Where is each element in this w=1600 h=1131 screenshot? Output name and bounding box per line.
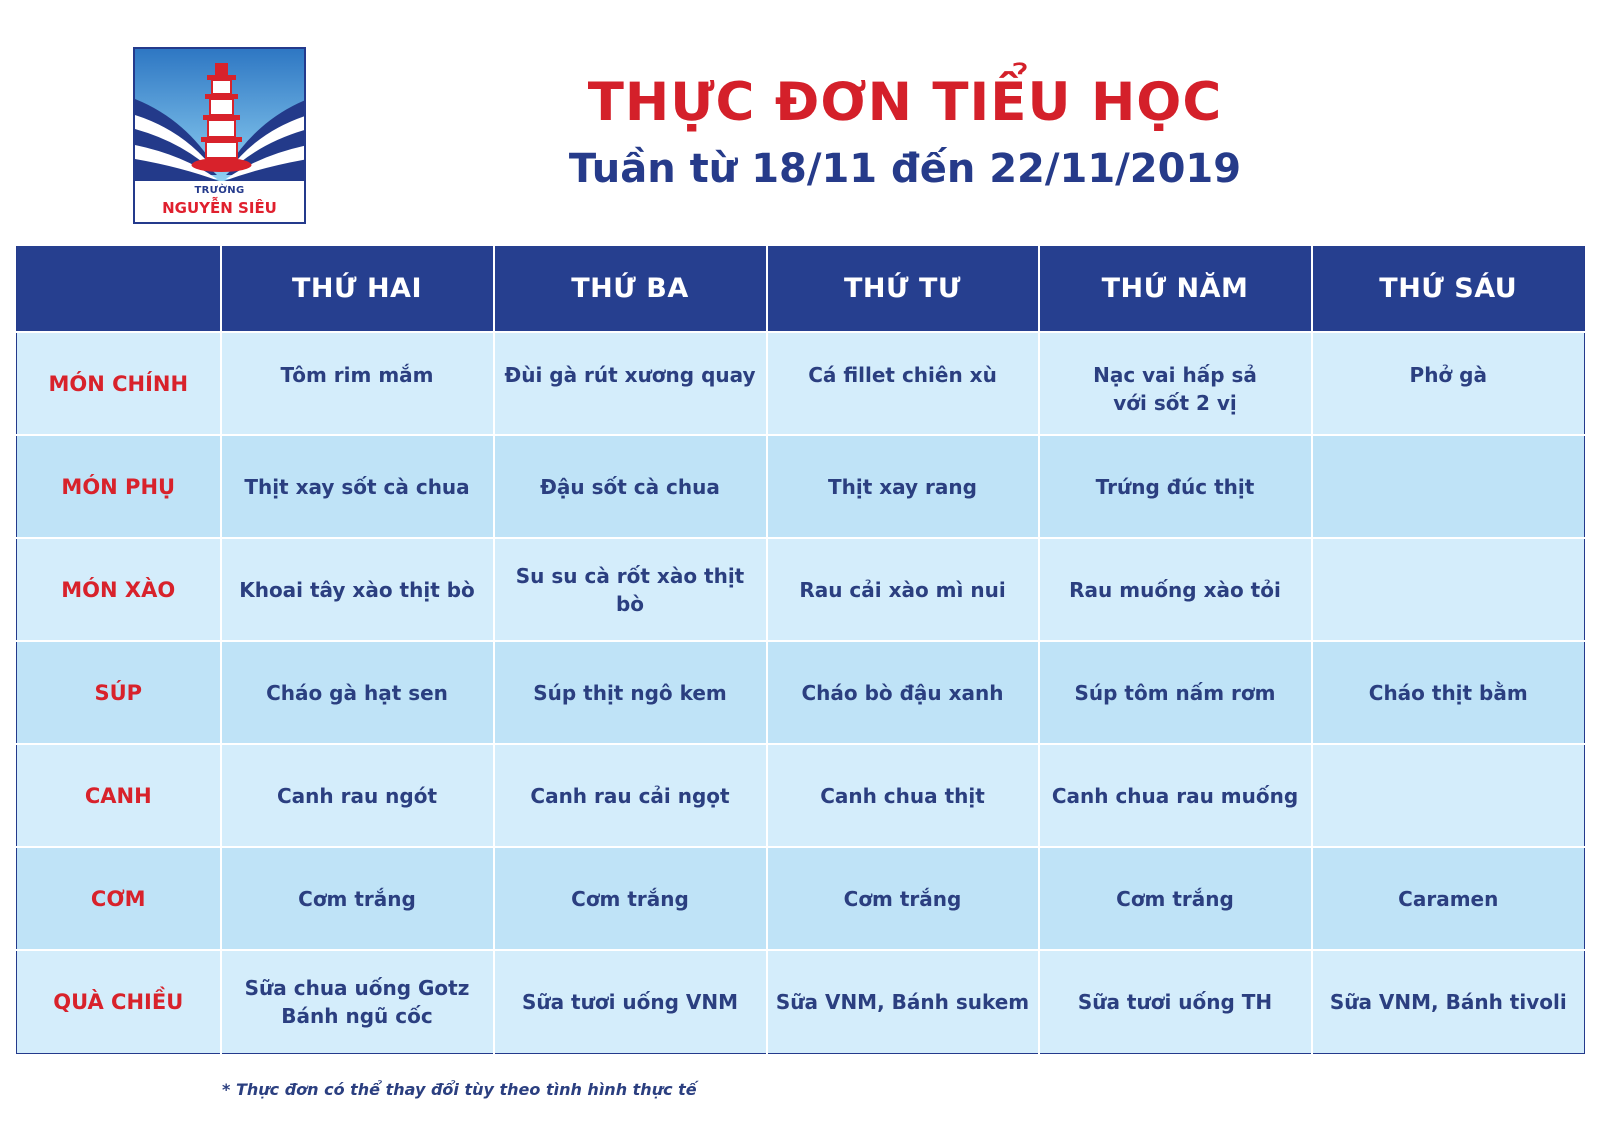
row-label: SÚP xyxy=(17,641,221,744)
table-row-stir-fry xyxy=(17,538,1585,641)
table-cell: Caramen xyxy=(1312,847,1585,950)
column-header-wednesday: THỨ TƯ xyxy=(767,246,1039,332)
table-cell: Canh chua rau muống xyxy=(1039,744,1312,847)
logo-line-1: TRƯỜNG xyxy=(194,185,245,196)
table-cell: Cơm trắng xyxy=(767,847,1039,950)
table-cell: Cơm trắng xyxy=(221,847,494,950)
table-cell: Cháo bò đậu xanh xyxy=(767,641,1039,744)
row-label: MÓN XÀO xyxy=(17,538,221,641)
table-cell: Thịt xay sốt cà chua xyxy=(221,435,494,538)
column-header-empty xyxy=(17,246,221,332)
table-cell: Sữa chua uống Gotz Bánh ngũ cốc xyxy=(221,950,494,1053)
table-cell: Sữa VNM, Bánh sukem xyxy=(767,950,1039,1053)
row-label: MÓN PHỤ xyxy=(17,435,221,538)
pagoda-logo-icon xyxy=(135,49,306,224)
table-cell: Khoai tây xào thịt bò xyxy=(221,538,494,641)
column-header-monday: THỨ HAI xyxy=(221,246,494,332)
table-row-rice xyxy=(17,847,1585,950)
row-label: MÓN CHÍNH xyxy=(17,332,221,435)
menu-table xyxy=(16,246,1585,1054)
table-row-broth xyxy=(17,744,1585,847)
table-cell: Tôm rim mắm xyxy=(221,332,494,435)
table-cell: Sữa tươi uống TH xyxy=(1039,950,1312,1053)
footnote: * Thực đơn có thể thay đổi tùy theo tình hình thực tế xyxy=(222,1080,697,1099)
table-cell: Canh chua thịt xyxy=(767,744,1039,847)
table-cell: Sữa tươi uống VNM xyxy=(494,950,767,1053)
table-row-main-dish xyxy=(17,332,1585,435)
table-cell xyxy=(1312,435,1585,538)
table-cell: Đậu sốt cà chua xyxy=(494,435,767,538)
table-cell: Su su cà rốt xào thịt bò xyxy=(494,538,767,641)
table-cell: Trứng đúc thịt xyxy=(1039,435,1312,538)
table-cell: Cơm trắng xyxy=(494,847,767,950)
table-cell: Phở gà xyxy=(1312,332,1585,435)
column-header-friday: THỨ SÁU xyxy=(1312,246,1585,332)
school-logo xyxy=(133,47,306,224)
table-cell: Sữa VNM, Bánh tivoli xyxy=(1312,950,1585,1053)
table-row-soup xyxy=(17,641,1585,744)
table-cell: Súp tôm nấm rơm xyxy=(1039,641,1312,744)
table-row-afternoon-snack xyxy=(17,950,1585,1053)
table-row-side-dish xyxy=(17,435,1585,538)
row-label: QUÀ CHIỀU xyxy=(17,950,221,1053)
table-cell: Đùi gà rút xương quay xyxy=(494,332,767,435)
logo-school-name: NGUYỄN SIÊU xyxy=(162,199,277,217)
table-cell: Cháo thịt bằm xyxy=(1312,641,1585,744)
column-header-tuesday: THỨ BA xyxy=(494,246,767,332)
table-cell: Súp thịt ngô kem xyxy=(494,641,767,744)
row-label: CANH xyxy=(17,744,221,847)
page-subtitle: Tuần từ 18/11 đến 22/11/2019 xyxy=(568,146,1242,192)
table-cell: Rau cải xào mì nui xyxy=(767,538,1039,641)
table-cell: Canh rau cải ngọt xyxy=(494,744,767,847)
table-cell xyxy=(1312,538,1585,641)
table-header-row xyxy=(17,246,1585,332)
table-cell: Cháo gà hạt sen xyxy=(221,641,494,744)
table-cell xyxy=(1312,744,1585,847)
table-cell: Nạc vai hấp sả với sốt 2 vị xyxy=(1039,332,1312,435)
table-cell: Cá fillet chiên xù xyxy=(767,332,1039,435)
row-label: CƠM xyxy=(17,847,221,950)
table-cell: Rau muống xào tỏi xyxy=(1039,538,1312,641)
table-cell: Canh rau ngót xyxy=(221,744,494,847)
column-header-thursday: THỨ NĂM xyxy=(1039,246,1312,332)
table-cell: Thịt xay rang xyxy=(767,435,1039,538)
table-cell: Cơm trắng xyxy=(1039,847,1312,950)
page-title: THỰC ĐƠN TIỂU HỌC xyxy=(587,72,1223,133)
